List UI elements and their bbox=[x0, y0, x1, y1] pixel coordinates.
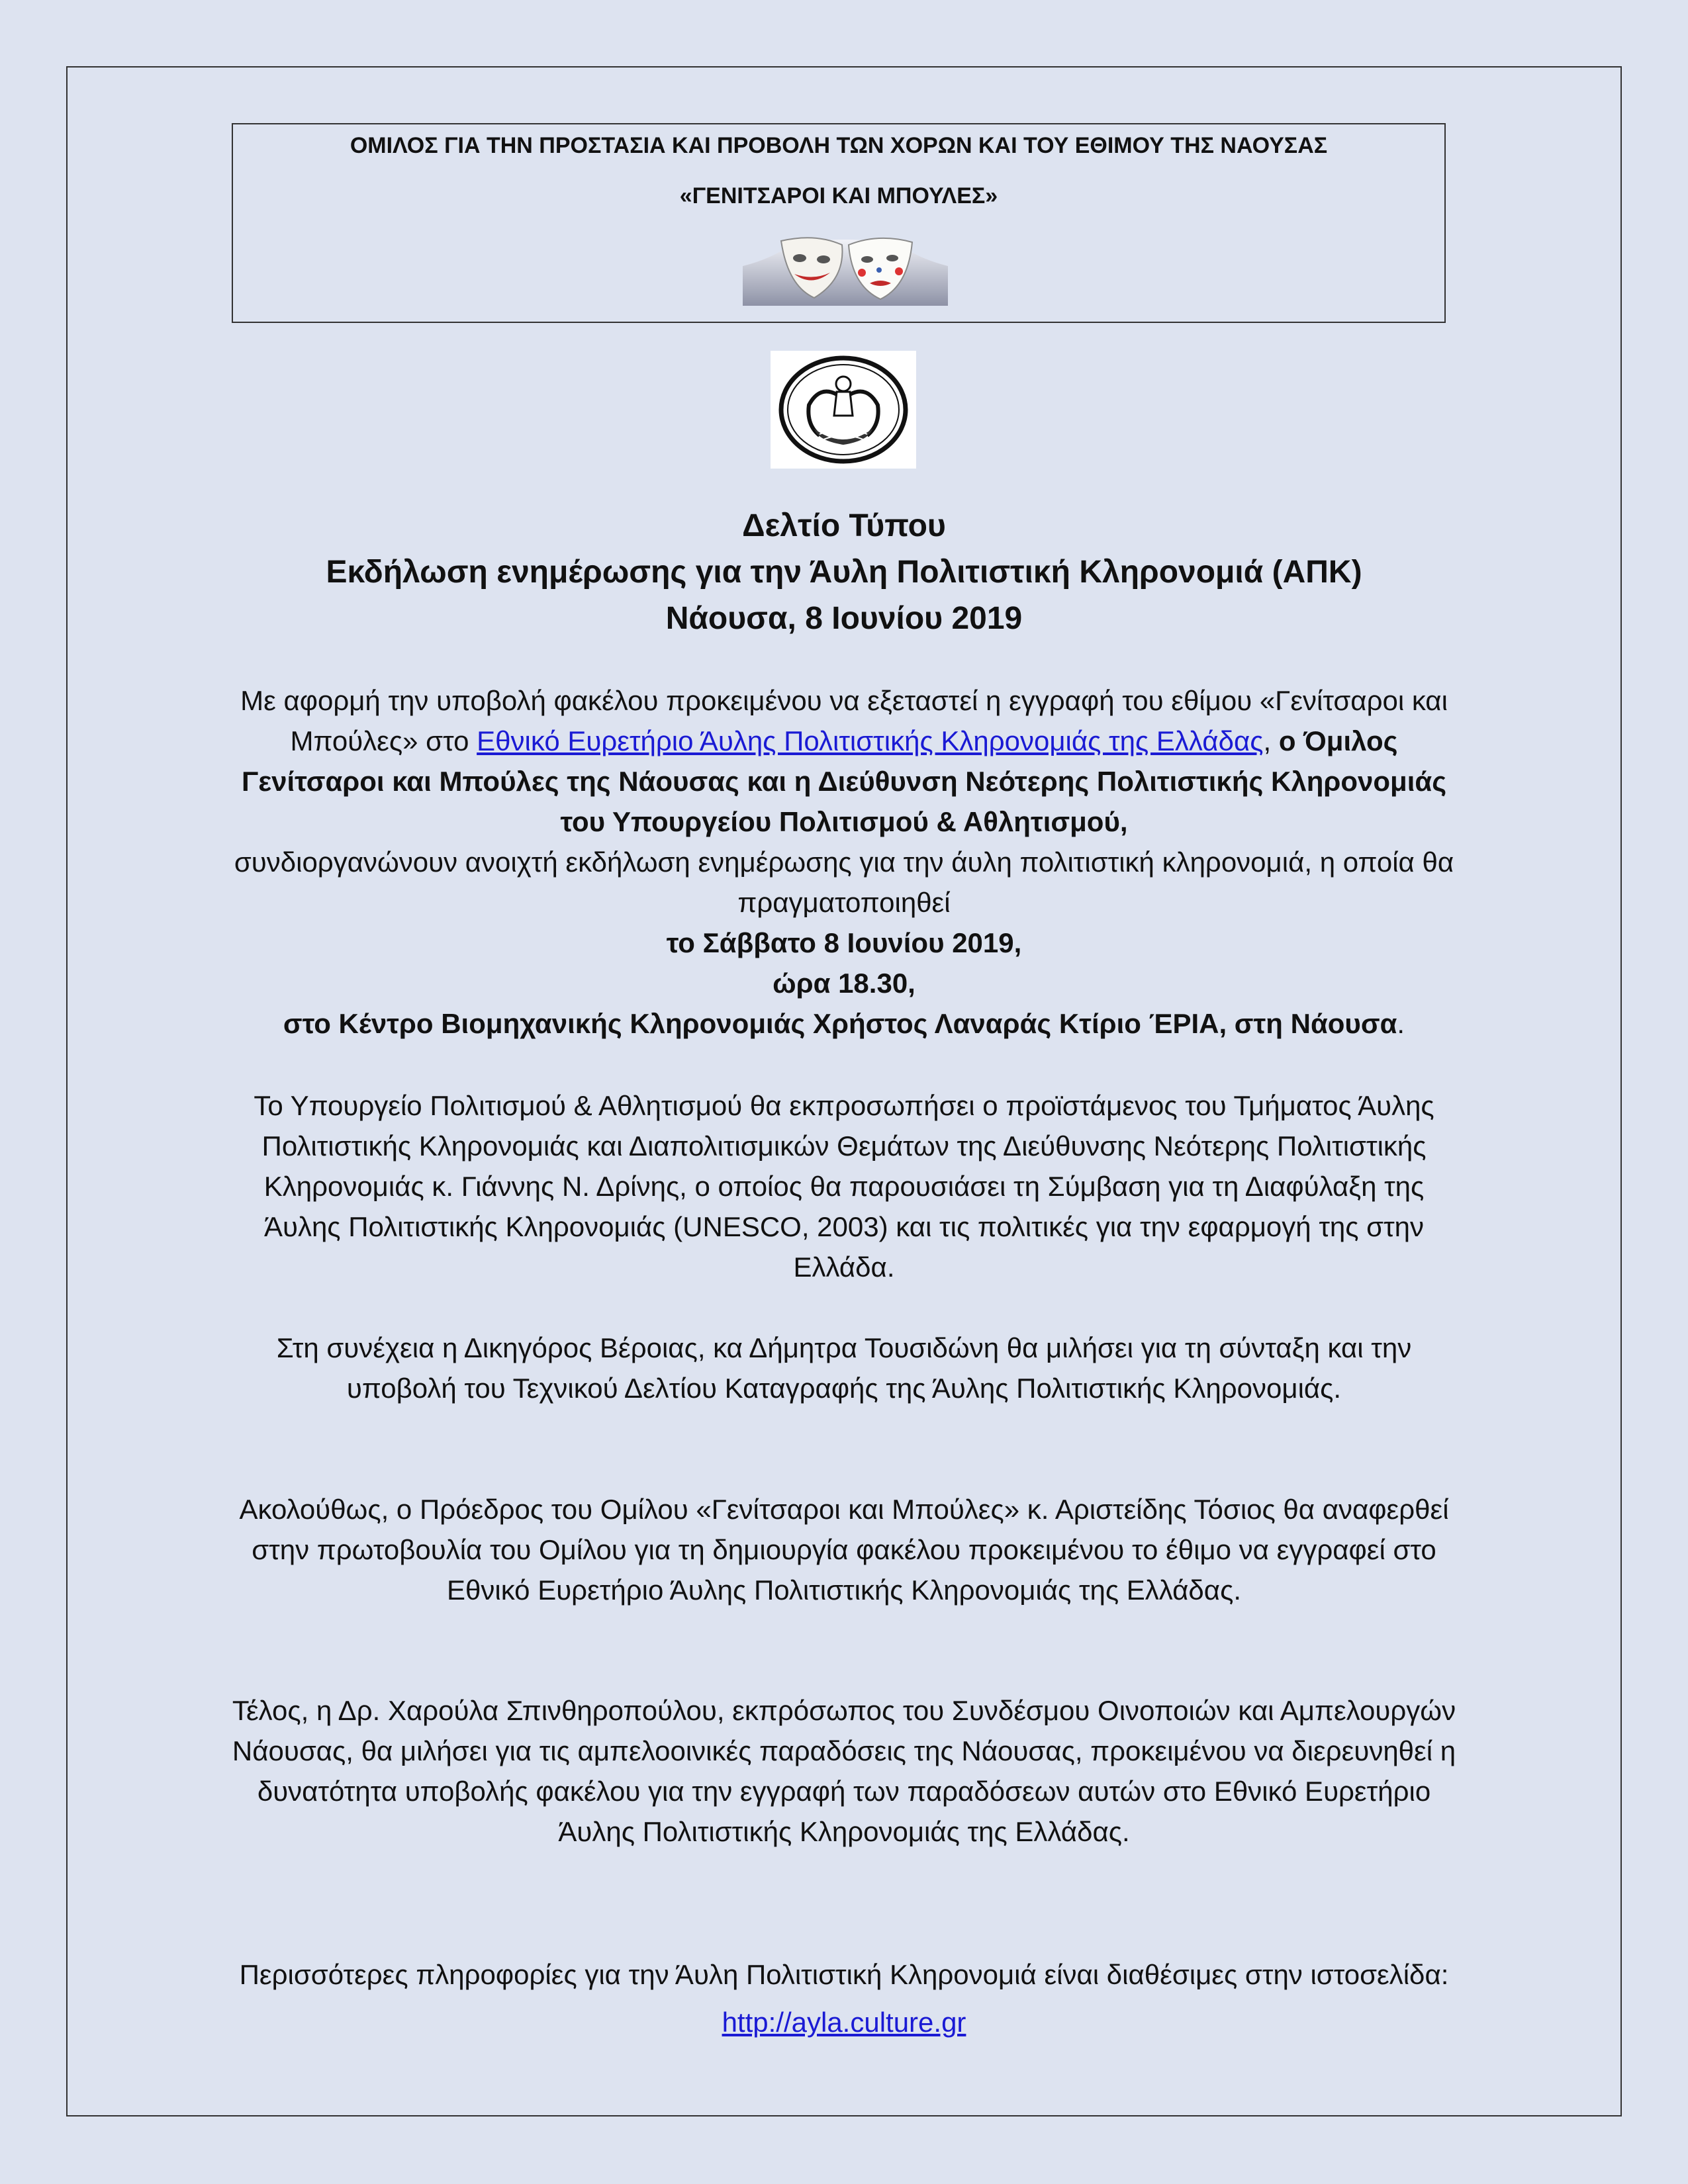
website-link[interactable]: http://ayla.culture.gr bbox=[722, 2007, 966, 2038]
footer-text: Περισσότερες πληροφορίες για την Άυλη Πολιτιστική Κληρονομιά είναι διαθέσιμες στην ιστοσελίδα: bbox=[239, 1959, 1449, 1990]
event-title: Εκδήλωση ενημέρωσης για την Άυλη Πολιτιστική Κληρονομιά (ΑΠΚ) bbox=[326, 555, 1362, 590]
organization-header bbox=[232, 123, 1446, 323]
event-description: συνδιοργανώνουν ανοιχτή εκδήλωση ενημέρωσης για την άυλη πολιτιστική κληρονομιά, η οποία θα πραγματοποιηθεί bbox=[234, 846, 1454, 918]
comma: , bbox=[1263, 725, 1272, 756]
paragraph-president: Ακολούθως, ο Πρόεδρος του Ομίλου «Γενίτσαροι και Μπούλες» κ. Αριστείδης Τόσιος θα αναφερθεί στην πρωτοβουλία του Ομίλου για τη δημιουργία φακέλου προκειμένου το έθιμο να εγγραφεί στο Εθνικό Ευρετήριο Άυλης Πολιτιστικής Κληρονομιάς της Ελλάδας. bbox=[239, 1494, 1449, 1606]
theatre-masks-icon bbox=[743, 233, 948, 306]
period: . bbox=[1397, 1008, 1405, 1039]
inventory-link[interactable]: Εθνικό Ευρετήριο Άυλης Πολιτιστικής Κληρονομιάς της Ελλάδας bbox=[477, 725, 1264, 756]
event-time: ώρα 18.30, bbox=[773, 968, 915, 999]
intro-text: Με αφορμή την υποβολή φακέλου προκειμένου να εξεταστεί η εγγραφή του εθίμου «Γενίτσαροι και Μπούλες» στο bbox=[240, 685, 1448, 756]
organizers-text: ο Όμιλος Γενίτσαροι και Μπούλες της Νάουσας και η Διεύθυνση Νεότερης Πολιτιστικής Κληρονομιάς του Υπουργείου Πολιτισμού & Αθλητισμού, bbox=[241, 725, 1447, 837]
place-date: Νάουσα, 8 Ιουνίου 2019 bbox=[665, 601, 1023, 636]
paragraph-ministry: Το Υπουργείο Πολιτισμού & Αθλητισμού θα εκπροσωπήσει ο προϊστάμενος του Τμήματος Άυλης Πολιτιστικής Κληρονομιάς και Διαπολιτισμικών Θεμάτων της Διεύθυνσης Νεότερης Πολιτιστικής Κληρονομιάς κ. Γιάννης Ν. Δρίνης, ο οποίος θα παρουσιάσει τη Σύμβαση για τη Διαφύλαξη της Άυλης Πολιτιστικής Κληρονομιάς (UNESCO, 2003) και τις πολιτικές για την εφαρμογή της στην Ελλάδα. bbox=[254, 1090, 1434, 1283]
paragraph-announcement bbox=[225, 680, 1463, 1044]
mermaid-emblem-icon bbox=[771, 351, 916, 469]
organization-subtitle: «ΓΕΝΙΤΣΑΡΟΙ ΚΑΙ ΜΠΟΥΛΕΣ» bbox=[679, 183, 998, 208]
event-date: το Σάββατο 8 Ιουνίου 2019, bbox=[666, 927, 1022, 958]
paragraph-winemakers: Τέλος, η Δρ. Χαρούλα Σπινθηροπούλου, εκπρόσωπος του Συνδέσμου Οινοποιών και Αμπελουργών Νάουσας, θα μιλήσει για τις αμπελοοινικές παραδόσεις της Νάουσας, προκειμένου να διερευνηθεί η δυνατότητα υποβολής φακέλου για την εγγραφή των παραδόσεων αυτών στο Εθνικό Ευρετήριο Άυλης Πολιτιστικής Κληρονομιάς της Ελλάδας. bbox=[232, 1695, 1456, 1847]
press-release-title bbox=[66, 503, 1622, 642]
document-type: Δελτίο Τύπου bbox=[742, 508, 946, 543]
event-venue: στο Κέντρο Βιομηχανικής Κληρονομιάς Χρήστος Λαναράς Κτίριο ΈΡΙΑ, στη Νάουσα bbox=[283, 1008, 1397, 1039]
paragraph-lawyer: Στη συνέχεια η Δικηγόρος Βέροιας, κα Δήμητρα Τουσιδώνη θα μιλήσει για τη σύνταξη και την υποβολή του Τεχνικού Δελτίου Καταγραφής της Άυλης Πολιτιστικής Κληρονομιάς. bbox=[276, 1332, 1412, 1404]
organization-name: ΟΜΙΛΟΣ ΓΙΑ ΤΗΝ ΠΡΟΣΤΑΣΙΑ ΚΑΙ ΠΡΟΒΟΛΗ ΤΩΝ ΧΟΡΩΝ ΚΑΙ ΤΟΥ ΕΘΙΜΟΥ ΤΗΣ ΝΑΟΥΣΑΣ bbox=[350, 133, 1328, 158]
footer-info bbox=[225, 1951, 1463, 2046]
